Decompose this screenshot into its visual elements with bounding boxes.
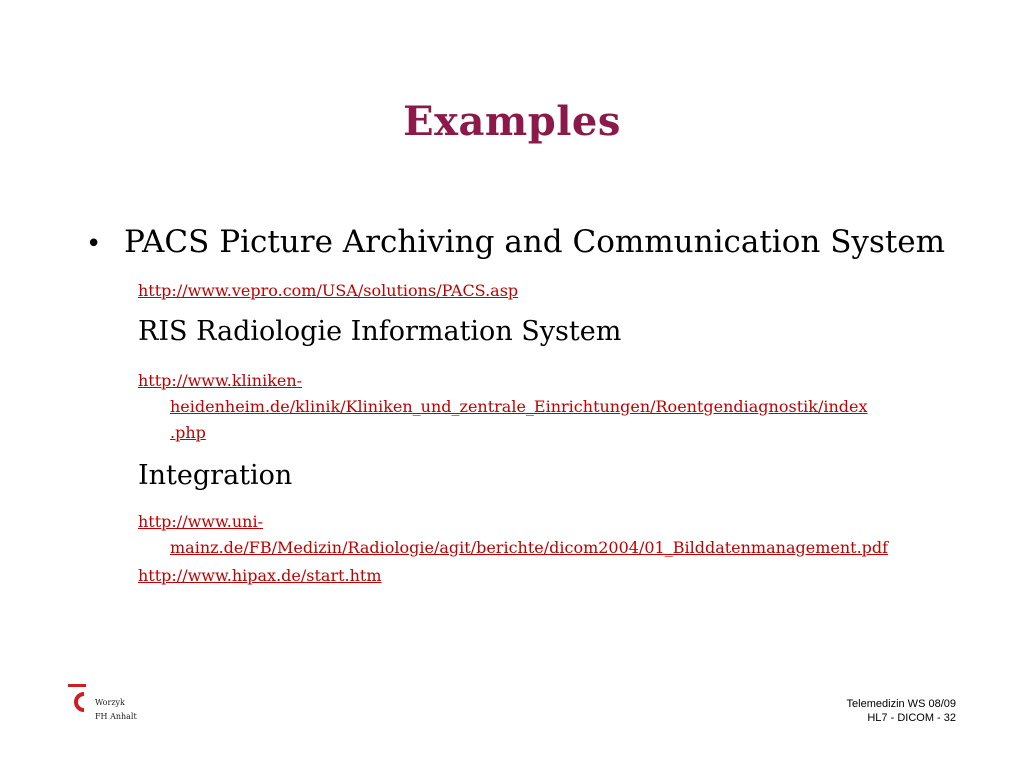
slide-title: Examples — [403, 98, 621, 145]
link-uni-mainz[interactable] — [138, 509, 938, 561]
footer-course: Telemedizin WS 08/09 — [846, 698, 956, 710]
link-kliniken-line2: heidenheim.de/klinik/Kliniken_und_zentrale_Einrichtungen/Roentgendiagnostik/index — [170, 397, 868, 416]
link-mainz-line1: http://www.uni- — [138, 512, 263, 531]
bullet-symbol: • — [86, 229, 102, 259]
footer-author: Worzyk — [95, 698, 125, 707]
link-mainz-line2: mainz.de/FB/Medizin/Radiologie/agit/berichte/dicom2004/01_Bilddatenmanagement.pdf — [170, 538, 889, 557]
link-kliniken-line1: http://www.kliniken- — [138, 371, 303, 390]
subhead-ris: RIS Radiologie Information System — [138, 316, 622, 347]
fh-anhalt-logo-icon — [66, 680, 88, 716]
bullet-text: PACS Picture Archiving and Communication System — [124, 224, 946, 260]
bullet-item-pacs — [86, 224, 945, 260]
subhead-integration: Integration — [138, 460, 293, 491]
footer-institution: FH Anhalt — [95, 712, 137, 721]
link-kliniken-line3: .php — [170, 423, 206, 442]
footer-page-number: HL7 - DICOM - 32 — [867, 712, 956, 724]
link-vepro[interactable]: http://www.vepro.com/USA/solutions/PACS.asp — [138, 281, 519, 300]
link-hipax[interactable]: http://www.hipax.de/start.htm — [138, 566, 382, 585]
link-kliniken-heidenheim[interactable] — [138, 368, 938, 446]
